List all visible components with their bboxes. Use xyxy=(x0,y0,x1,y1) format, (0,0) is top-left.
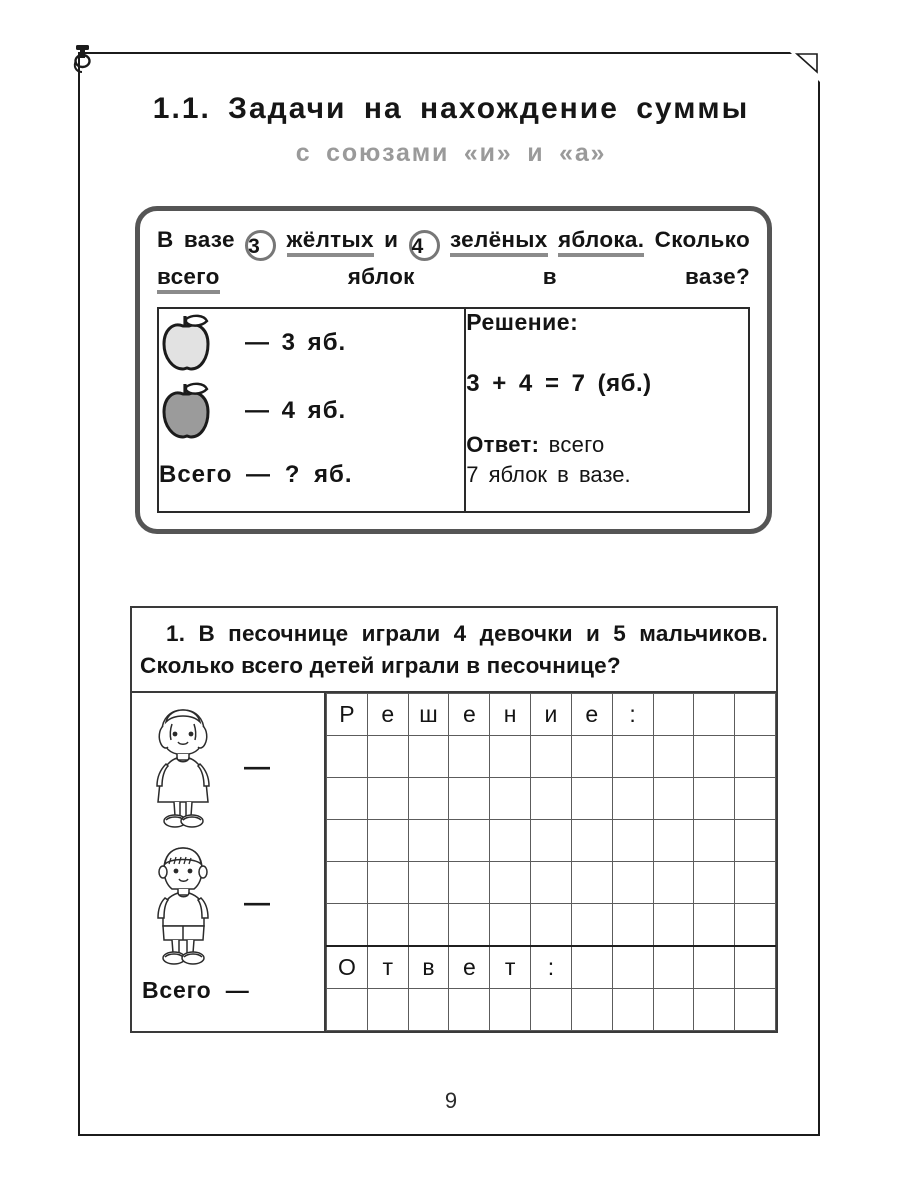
example-solution-cell xyxy=(465,308,749,512)
answer-grid-cell[interactable] xyxy=(327,903,368,946)
answer-grid-cell[interactable] xyxy=(571,777,612,819)
answer-grid-cell[interactable] xyxy=(694,988,735,1030)
answer-grid-cell[interactable] xyxy=(571,861,612,903)
answer-grid-cell[interactable] xyxy=(571,819,612,861)
example-underlined-apples: яблока. xyxy=(558,227,644,257)
answer-grid-cell[interactable] xyxy=(653,693,694,735)
answer-grid-cell[interactable] xyxy=(735,988,776,1030)
answer-grid-cell[interactable] xyxy=(653,861,694,903)
answer-grid-cell[interactable]: е xyxy=(571,693,612,735)
task-1-body xyxy=(132,693,776,1031)
example-underlined-green: зелёных xyxy=(450,227,548,257)
answer-grid-cell[interactable]: в xyxy=(408,946,449,989)
answer-grid-cell[interactable] xyxy=(735,777,776,819)
answer-grid-row xyxy=(327,988,776,1030)
answer-grid-row xyxy=(327,946,776,989)
answer-grid-cell[interactable] xyxy=(367,988,408,1030)
answer-grid-row xyxy=(327,693,776,735)
example-underlined-total: всего xyxy=(157,264,220,294)
workbook-page-sheet xyxy=(78,52,820,1136)
example-given-green-label: — 4 яб. xyxy=(245,396,347,424)
answer-grid-cell[interactable] xyxy=(735,946,776,989)
answer-grid-cell[interactable] xyxy=(327,735,368,777)
answer-grid-cell[interactable]: т xyxy=(367,946,408,989)
page-corner-fold-icon xyxy=(790,52,820,82)
page-subtitle: с союзами «и» и «а» xyxy=(295,139,607,167)
answer-grid-cell[interactable] xyxy=(449,735,490,777)
answer-grid-cell[interactable] xyxy=(490,903,531,946)
answer-grid-cell[interactable]: и xyxy=(531,693,572,735)
answer-grid-row xyxy=(327,735,776,777)
task-1-total-label: Всего — xyxy=(142,976,250,1003)
answer-grid-row xyxy=(327,861,776,903)
answer-grid-cell[interactable] xyxy=(735,693,776,735)
answer-grid-cell[interactable] xyxy=(408,861,449,903)
example-total-label: Всего — ? яб. xyxy=(159,460,353,488)
page-number: 9 xyxy=(444,1088,458,1113)
answer-grid-cell[interactable] xyxy=(327,988,368,1030)
answer-grid-cell[interactable] xyxy=(694,861,735,903)
answer-grid-cell[interactable] xyxy=(612,777,653,819)
answer-grid-cell[interactable] xyxy=(490,819,531,861)
answer-grid-cell[interactable] xyxy=(735,861,776,903)
answer-grid-cell[interactable] xyxy=(408,735,449,777)
answer-grid-cell[interactable]: ш xyxy=(408,693,449,735)
answer-grid-cell[interactable] xyxy=(694,777,735,819)
example-answer-line xyxy=(466,432,748,458)
example-solution-heading: Решение: xyxy=(466,308,579,335)
answer-grid-cell[interactable] xyxy=(694,903,735,946)
answer-grid-cell[interactable] xyxy=(653,777,694,819)
answer-grid-cell[interactable] xyxy=(571,988,612,1030)
answer-grid-cell[interactable] xyxy=(367,735,408,777)
answer-grid-cell[interactable] xyxy=(327,861,368,903)
answer-grid-cell[interactable] xyxy=(449,819,490,861)
page-title: 1.1. Задачи на нахождение суммы xyxy=(152,92,750,125)
answer-grid-cell[interactable] xyxy=(612,988,653,1030)
answer-grid-cell[interactable]: н xyxy=(490,693,531,735)
girl-figure-icon xyxy=(144,704,222,830)
circled-number-3: 3 xyxy=(245,230,276,261)
answer-grid-cell[interactable]: : xyxy=(531,946,572,989)
example-text-part3: яблок в вазе? xyxy=(347,264,750,289)
answer-grid-cell[interactable] xyxy=(571,903,612,946)
answer-grid-cell[interactable] xyxy=(531,819,572,861)
answer-grid-cell[interactable]: Р xyxy=(327,693,368,735)
answer-grid-cell[interactable] xyxy=(531,735,572,777)
task-1-given-column xyxy=(132,693,326,1031)
answer-grid-row xyxy=(327,777,776,819)
answer-grid-cell[interactable] xyxy=(408,903,449,946)
example-conjunction: и xyxy=(384,227,399,252)
apple-green-icon xyxy=(159,381,211,441)
answer-grid-cell[interactable] xyxy=(449,777,490,819)
answer-grid-cell[interactable] xyxy=(490,861,531,903)
answer-grid-cell[interactable]: е xyxy=(449,946,490,989)
task-1-answer-grid[interactable] xyxy=(326,693,776,1031)
example-problem-statement xyxy=(157,224,750,293)
answer-grid-cell[interactable] xyxy=(408,988,449,1030)
answer-grid-cell[interactable] xyxy=(490,777,531,819)
worked-example-card xyxy=(135,206,772,534)
answer-grid-cell[interactable] xyxy=(531,777,572,819)
binding-clip-icon xyxy=(70,44,96,76)
answer-grid-cell[interactable] xyxy=(367,861,408,903)
answer-grid-cell[interactable] xyxy=(449,903,490,946)
task-1-girl-row xyxy=(132,699,324,835)
example-given-yellow-label: — 3 яб. xyxy=(245,328,347,356)
apple-yellow-icon xyxy=(159,313,211,373)
answer-grid-cell[interactable] xyxy=(449,988,490,1030)
example-given-cell xyxy=(158,308,465,512)
answer-grid-cell[interactable] xyxy=(612,735,653,777)
example-text-part2: Сколько xyxy=(654,227,750,252)
task-1-box xyxy=(130,606,778,1033)
answer-grid-cell[interactable]: О xyxy=(327,946,368,989)
answer-grid-cell[interactable] xyxy=(612,946,653,989)
boy-figure-icon xyxy=(144,840,222,966)
answer-grid-cell[interactable] xyxy=(531,861,572,903)
answer-grid-cell[interactable] xyxy=(612,903,653,946)
task-1-boy-dash: — xyxy=(244,887,270,918)
answer-grid-cell[interactable] xyxy=(653,735,694,777)
answer-grid-cell[interactable] xyxy=(408,819,449,861)
example-given-row-yellow xyxy=(159,309,464,377)
answer-grid-cell[interactable] xyxy=(653,903,694,946)
answer-grid-cell[interactable] xyxy=(367,777,408,819)
page-title-block xyxy=(80,92,822,168)
answer-grid-cell[interactable] xyxy=(735,735,776,777)
answer-grid-cell[interactable] xyxy=(612,861,653,903)
answer-grid-cell[interactable] xyxy=(449,861,490,903)
answer-grid-cell[interactable] xyxy=(367,819,408,861)
answer-grid-cell[interactable]: е xyxy=(367,693,408,735)
example-solution-table xyxy=(157,307,750,513)
answer-grid-cell[interactable] xyxy=(735,819,776,861)
answer-grid-cell[interactable] xyxy=(327,819,368,861)
example-underlined-yellow: жёлтых xyxy=(287,227,374,257)
answer-grid-cell[interactable]: : xyxy=(612,693,653,735)
task-1-answer-grid-wrap xyxy=(326,693,776,1031)
example-text-part1: В вазе xyxy=(157,227,235,252)
example-equation: 3 + 4 = 7 (яб.) xyxy=(466,369,652,397)
answer-grid-cell[interactable] xyxy=(490,988,531,1030)
answer-grid-cell[interactable] xyxy=(367,903,408,946)
answer-grid-row xyxy=(327,903,776,946)
answer-grid-cell[interactable] xyxy=(653,819,694,861)
task-1-number: 1. xyxy=(166,621,186,646)
answer-grid-cell[interactable] xyxy=(694,819,735,861)
task-1-text: В песочнице играли 4 девочки и 5 мальчиков. Сколько всего детей играли в песочнице? xyxy=(140,621,768,679)
answer-grid-cell[interactable] xyxy=(327,777,368,819)
answer-grid-cell[interactable]: е xyxy=(449,693,490,735)
answer-grid-cell[interactable] xyxy=(490,735,531,777)
answer-grid-cell[interactable] xyxy=(408,777,449,819)
answer-grid-cell[interactable]: т xyxy=(490,946,531,989)
answer-grid-cell[interactable] xyxy=(531,903,572,946)
task-1-boy-row xyxy=(132,835,324,971)
example-answer-label: Ответ: xyxy=(466,431,540,457)
answer-grid-cell[interactable] xyxy=(571,735,612,777)
answer-grid-cell[interactable] xyxy=(571,946,612,989)
answer-grid-cell[interactable] xyxy=(694,693,735,735)
answer-grid-cell[interactable] xyxy=(694,946,735,989)
answer-grid-cell[interactable] xyxy=(612,819,653,861)
answer-grid-cell[interactable] xyxy=(694,735,735,777)
answer-grid-cell[interactable] xyxy=(531,988,572,1030)
example-answer-text: всего xyxy=(548,431,605,457)
example-given-row-green xyxy=(159,377,464,445)
task-1-statement xyxy=(132,608,776,693)
answer-grid-cell[interactable] xyxy=(653,988,694,1030)
example-answer-text-2: 7 яблок в вазе. xyxy=(466,461,631,487)
task-1-girl-dash: — xyxy=(244,751,270,782)
answer-grid-cell[interactable] xyxy=(653,946,694,989)
answer-grid-cell[interactable] xyxy=(735,903,776,946)
answer-grid-row xyxy=(327,819,776,861)
circled-number-4: 4 xyxy=(409,230,440,261)
